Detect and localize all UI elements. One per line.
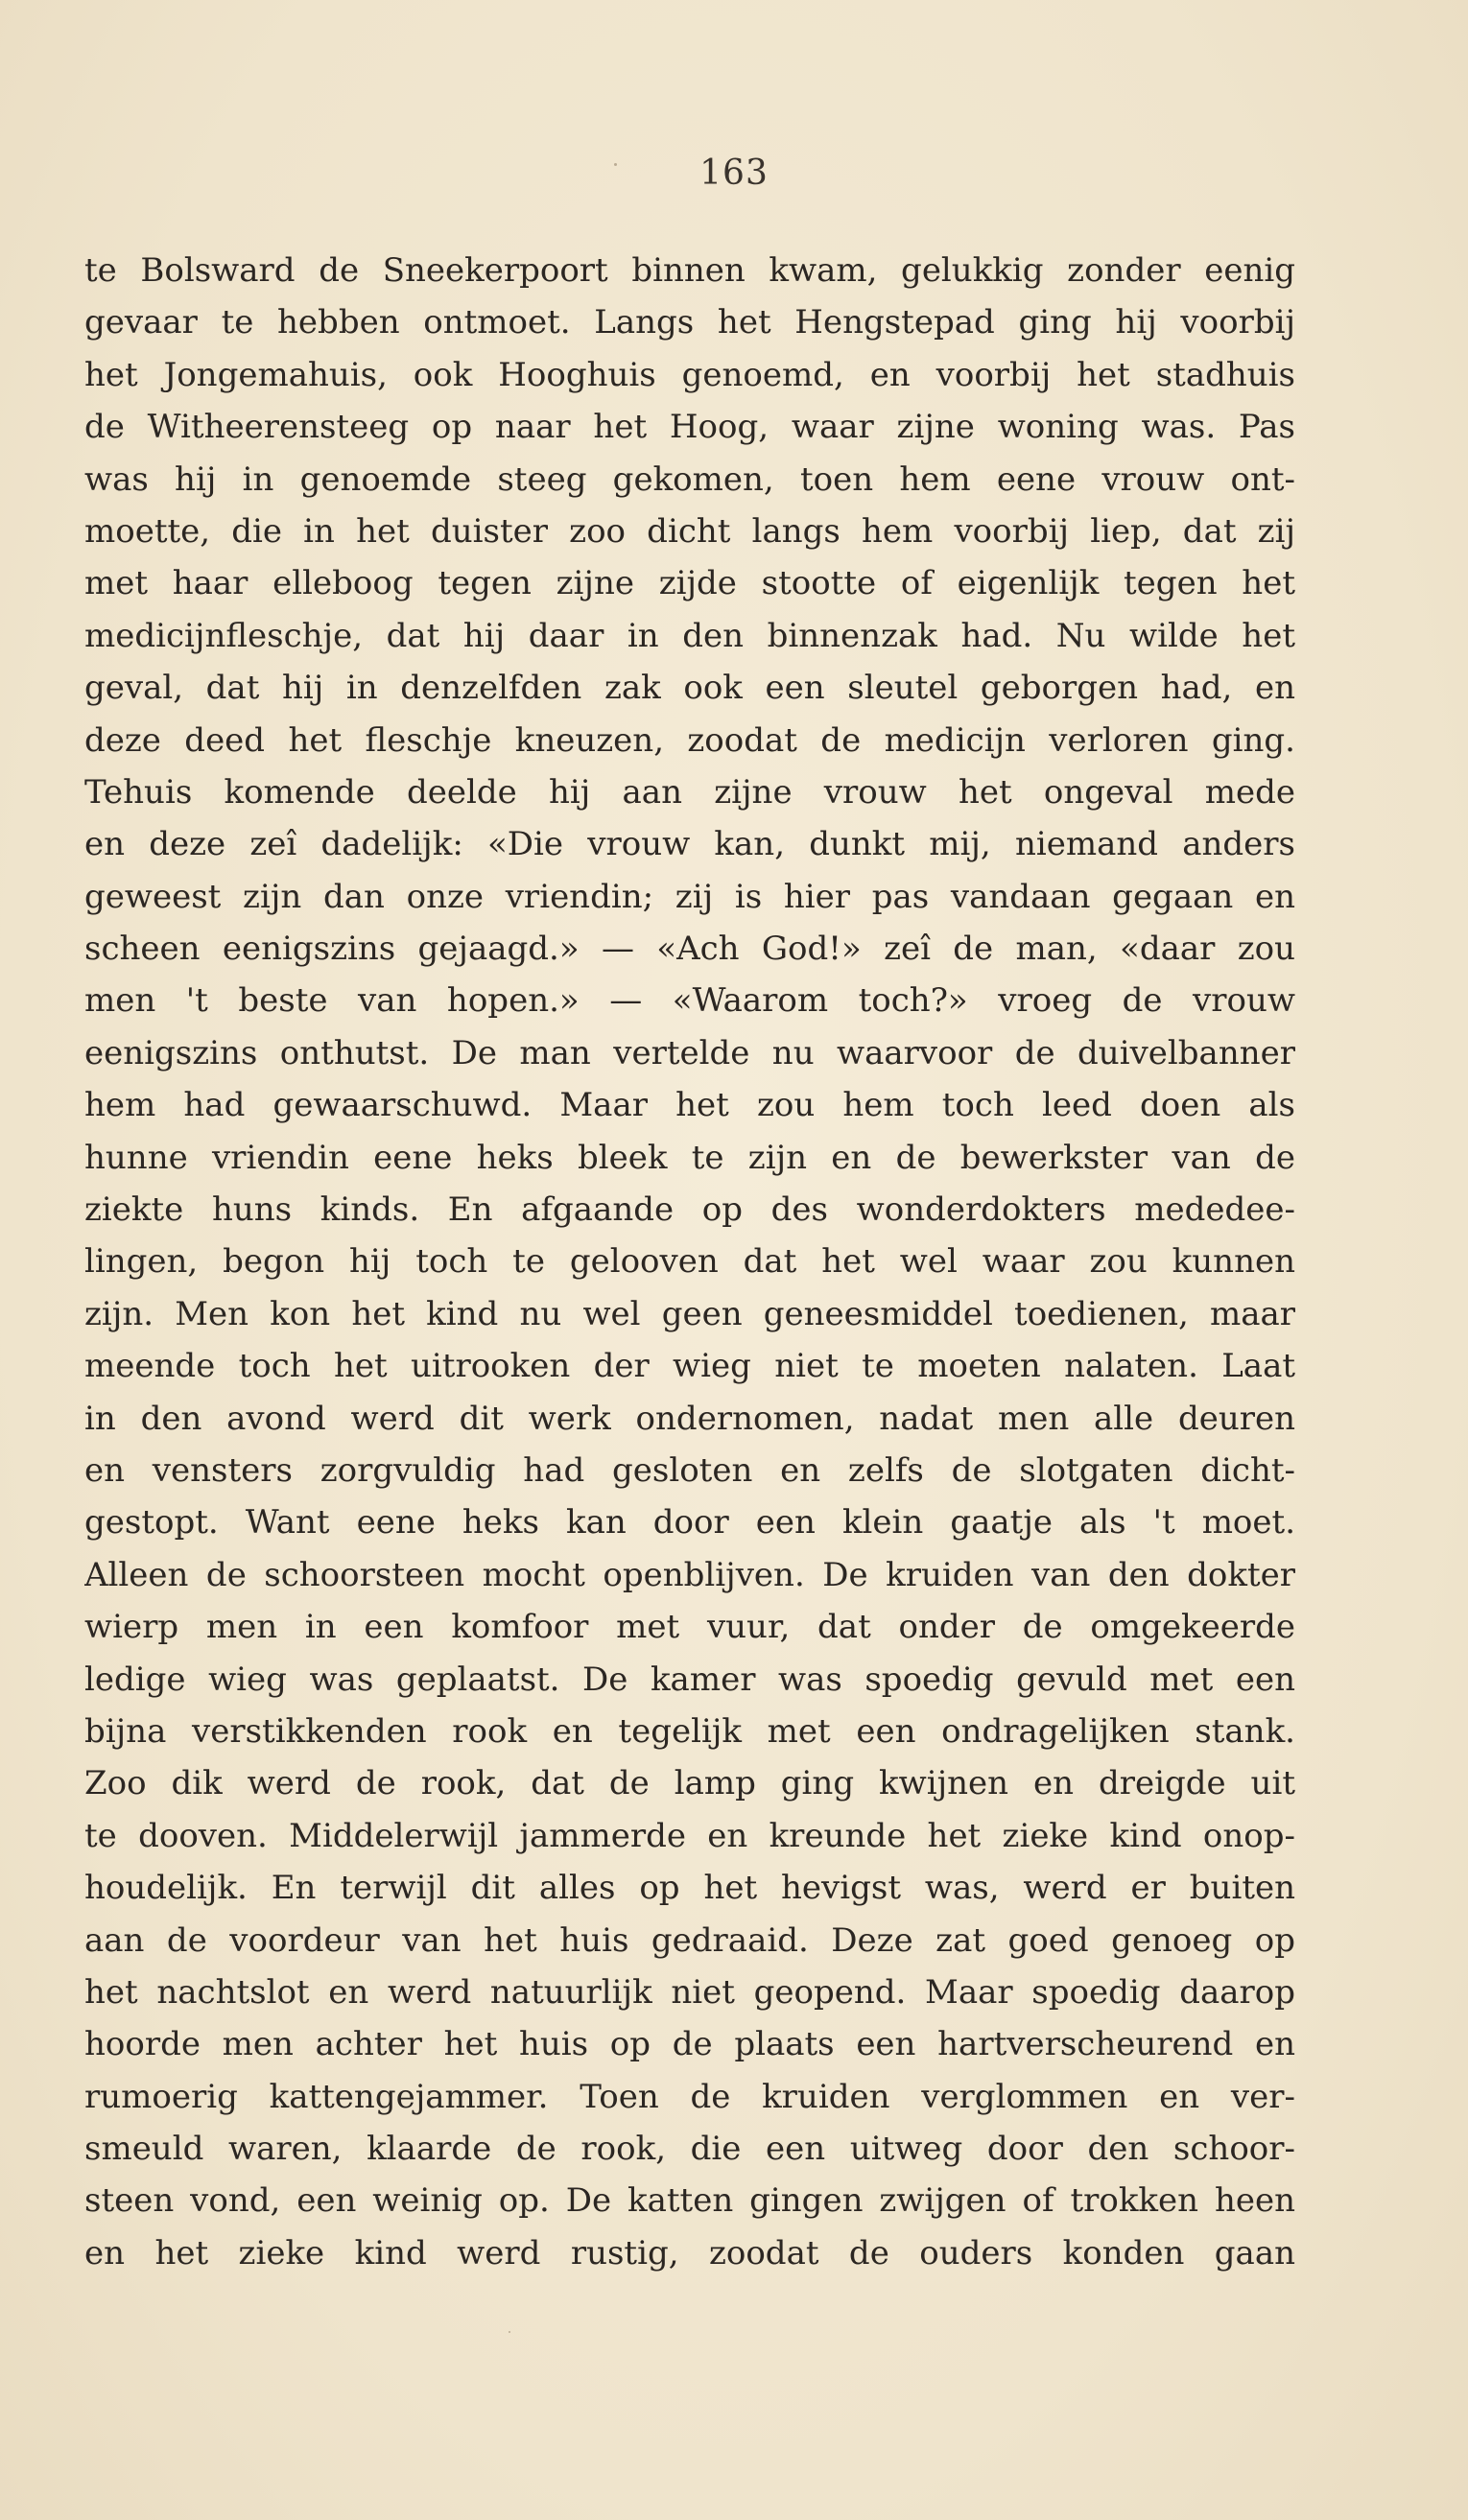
text-line: houdelijk. En terwijl dit alles op het hevigst was, werd er buiten (84, 1869, 1295, 1908)
text-line: hunne vriendin eene heks bleek te zijn en de bewerkster van de (84, 1138, 1295, 1177)
text-line: deze deed het fleschje kneuzen, zoodat de medicijn verloren ging. (84, 720, 1295, 760)
text-line: Zoo dik werd de rook, dat de lamp ging kwijnen en dreigde uit (84, 1764, 1295, 1803)
text-line: met haar elleboog tegen zijne zijde stootte of eigenlijk tegen het (84, 564, 1295, 603)
text-line: moette, die in het duister zoo dicht langs hem voorbij liep, dat zij (84, 511, 1295, 551)
text-line: te Bolsward de Sneekerpoort binnen kwam, gelukkig zonder eenig (84, 251, 1295, 290)
text-line: medicijnfleschje, dat hij daar in den binnenzak had. Nu wilde het (84, 616, 1295, 655)
text-line: geval, dat hij in denzelfden zak ook een sleutel geborgen had, en (84, 669, 1295, 708)
text-line: hoorde men achter het huis op de plaats een hartverscheurend en (84, 2025, 1295, 2064)
text-line: het Jongemahuis, ook Hooghuis genoemd, en voorbij het stadhuis (84, 355, 1295, 394)
text-line: wierp men in een komfoor met vuur, dat onder de omgekeerde (84, 1608, 1295, 1647)
text-line: het nachtslot en werd natuurlijk niet geopend. Maar spoedig daarop (84, 1972, 1295, 2012)
text-line: Alleen de schoorsteen mocht openblijven. De kruiden van den dokter (84, 1555, 1295, 1594)
text-line: aan de voordeur van het huis gedraaid. Deze zat goed genoeg op (84, 1920, 1295, 1960)
text-line: geweest zijn dan onze vriendin; zij is hier pas vandaan gegaan en (84, 877, 1295, 916)
text-line: rumoerig kattengejammer. Toen de kruiden verglommen en ver- (84, 2077, 1295, 2116)
text-line: zijn. Men kon het kind nu wel geen geneesmiddel toedienen, maar (84, 1294, 1295, 1333)
text-line: steen vond, een weinig op. De katten gingen zwijgen of trokken heen (84, 2181, 1295, 2221)
text-line: te dooven. Middelerwijl jammerde en kreunde het zieke kind onop- (84, 1816, 1295, 1855)
text-line: eenigszins onthutst. De man vertelde nu waarvoor de duivelbanner (84, 1033, 1295, 1072)
text-line: bijna verstikkenden rook en tegelijk met een ondragelijken stank. (84, 1711, 1295, 1751)
text-line: men 't beste van hopen.» — «Waarom toch?» vroeg de vrouw (84, 981, 1295, 1021)
paper-speck (509, 2331, 510, 2333)
text-line: meende toch het uitrooken der wieg niet te moeten nalaten. Laat (84, 1347, 1295, 1386)
text-line: ziekte huns kinds. En afgaande op des wonderdokters mededee- (84, 1190, 1295, 1230)
text-line: en vensters zorgvuldig had gesloten en zelfs de slotgaten dicht- (84, 1450, 1295, 1490)
text-line: Tehuis komende deelde hij aan zijne vrouw het ongeval mede (84, 772, 1295, 812)
text-line: de Witheerensteeg op naar het Hoog, waar zijne woning was. Pas (84, 408, 1295, 447)
text-line: in den avond werd dit werk ondernomen, nadat men alle deuren (84, 1399, 1295, 1438)
text-line: lingen, begon hij toch te gelooven dat het wel waar zou kunnen (84, 1242, 1295, 1282)
text-line: en het zieke kind werd rustig, zoodat de ouders konden gaan (84, 2233, 1295, 2273)
text-line: gestopt. Want eene heks kan door een klein gaatje als 't moet. (84, 1503, 1295, 1543)
text-line: smeuld waren, klaarde de rook, die een uitweg door den schoor- (84, 2130, 1295, 2169)
text-line: hem had gewaarschuwd. Maar het zou hem toch leed doen als (84, 1086, 1295, 1125)
text-line: was hij in genoemde steeg gekomen, toen hem eene vrouw ont- (84, 459, 1295, 499)
text-line: en deze zeî dadelijk: «Die vrouw kan, dunkt mij, niemand anders (84, 825, 1295, 864)
page-number: 163 (699, 153, 769, 193)
body-text (84, 245, 1295, 2279)
text-line: scheen eenigszins gejaagd.» — «Ach God!» zeî de man, «daar zou (84, 930, 1295, 969)
text-line: gevaar te hebben ontmoet. Langs het Hengstepad ging hij voorbij (84, 303, 1295, 342)
text-line: ledige wieg was geplaatst. De kamer was spoedig gevuld met een (84, 1660, 1295, 1699)
